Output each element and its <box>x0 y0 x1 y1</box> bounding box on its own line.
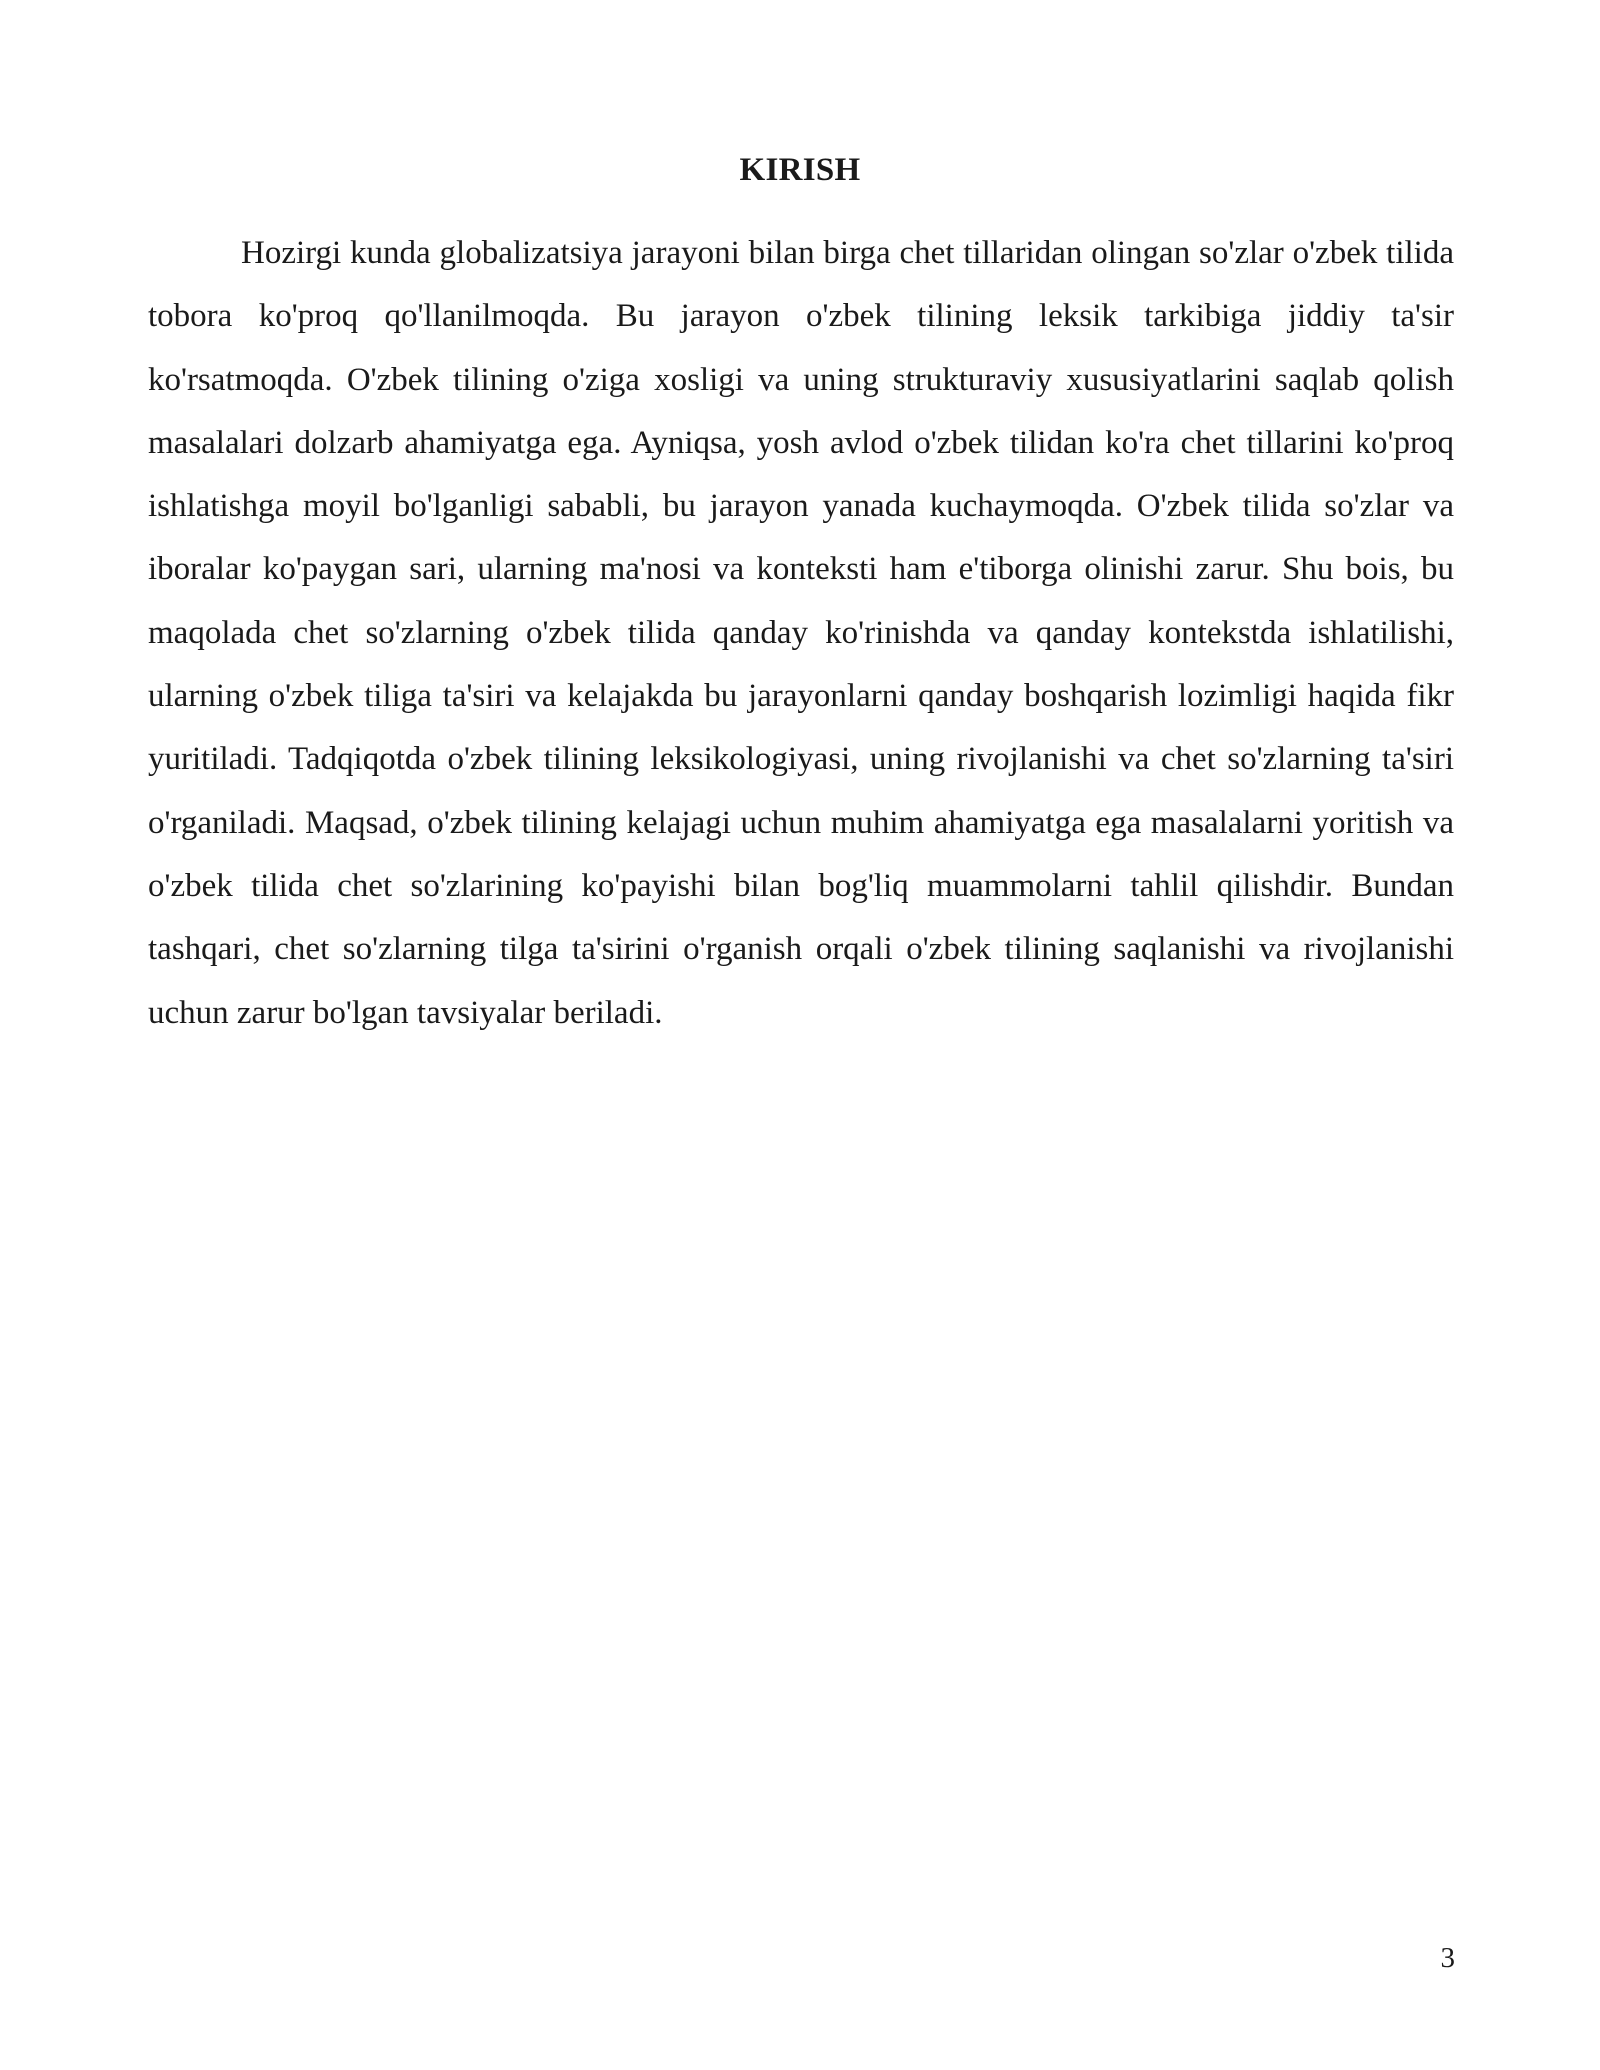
page-title: KIRISH <box>739 152 861 188</box>
body-paragraph: Hozirgi kunda globalizatsiya jarayoni bilan birga chet tillaridan olingan so'zlar o'zbek tilida tobora ko'proq qo'llanilmoqda. Bu jarayon o'zbek tilining leksik tarkibiga jiddiy ta'sir ko'rsatmoqda. O'zbek tilining o'ziga xosligi va uning strukturaviy xususiyatlarini saqlab qolish masalalari dolzarb ahamiyatga ega. Ayniqsa, yosh avlod o'zbek tilidan ko'ra chet tillarini ko'proq ishlatishga moyil bo'lganligi sababli, bu jarayon yanada kuchaymoqda. O'zbek tilida so'zlar va iboralar ko'paygan sari, ularning ma'nosi va konteksti ham e'tiborga olinishi zarur. Shu bois, bu maqolada chet so'zlarning o'zbek tilida qanday ko'rinishda va qanday kontekstda ishlatilishi, ularning o'zbek tiliga ta'siri va kelajakda bu jarayonlarni qanday boshqarish lozimligi haqida fikr yuritiladi. Tadqiqotda o'zbek tilining leksikologiyasi, uning rivojlanishi va chet so'zlarning ta'siri o'rganiladi. Maqsad, o'zbek tilining kelajagi uchun muhim ahamiyatga ega masalalarni yoritish va o'zbek tilida chet so'zlarining ko'payishi bilan bog'liq muammolarni tahlil qilishdir. Bundan tashqari, chet so'zlarning tilga ta'sirini o'rganish orqali o'zbek tilining saqlanishi va rivojlanishi uchun zarur bo'lgan tavsiyalar beriladi. <box>148 235 1454 1031</box>
page-number: 3 <box>1440 1942 1455 1974</box>
